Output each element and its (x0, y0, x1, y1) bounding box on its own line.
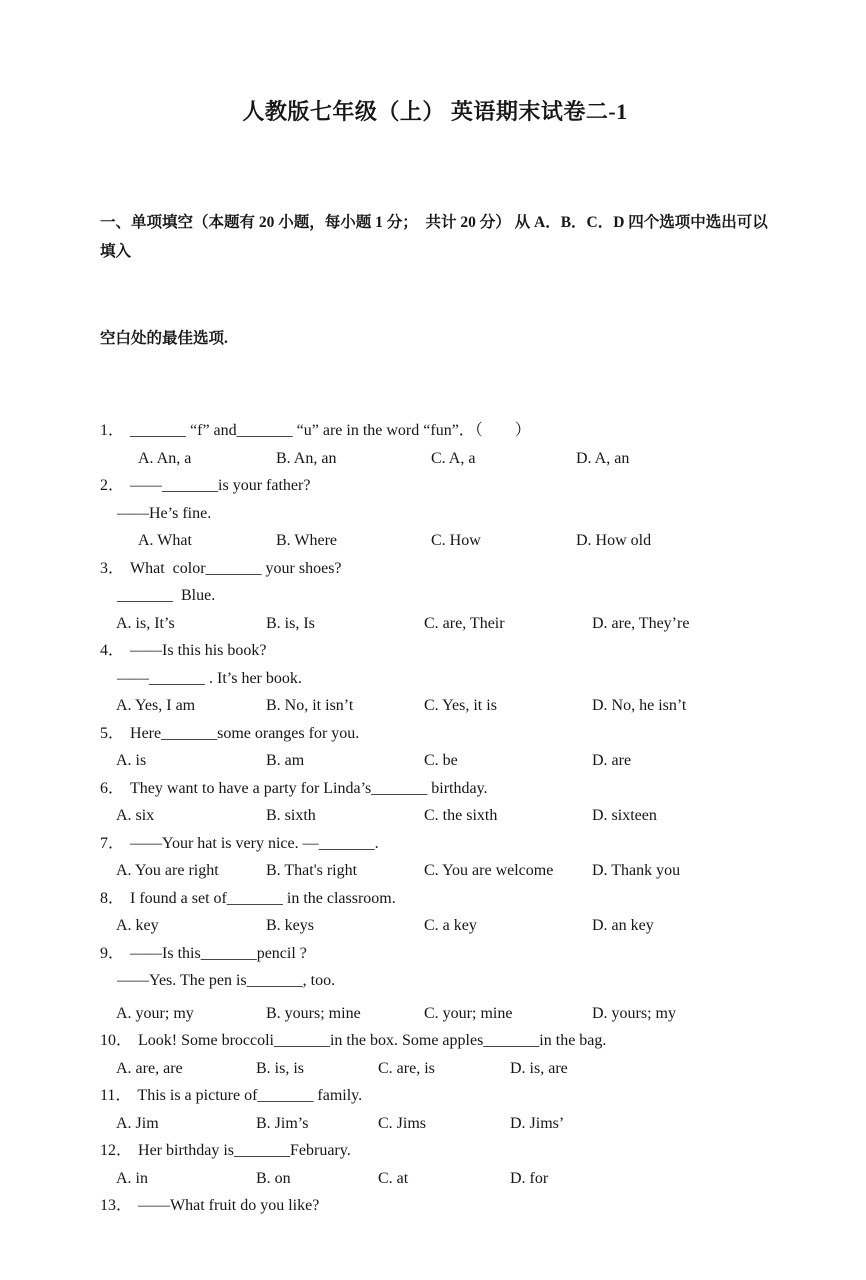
options-row (100, 1000, 770, 1028)
option-d: D. Jims’ (510, 1114, 565, 1132)
option-a: A. You are right (116, 862, 219, 879)
option-b: B. is, Is (266, 614, 315, 632)
option-a: A. Yes, I am (116, 697, 196, 714)
question-text: They want to have a party for Linda’s_______ birthday. (130, 779, 488, 797)
option-a: A. six (116, 807, 155, 824)
option-d: D. A, an (576, 449, 630, 467)
option-b: B. is, is (256, 1059, 305, 1077)
option-b: B. on (256, 1169, 291, 1187)
option-d: D. yours; my (592, 1004, 676, 1022)
option-c: C. at (378, 1169, 409, 1187)
question-stem (100, 637, 770, 665)
question-block-6 (100, 775, 770, 830)
question-number: 9． (100, 944, 125, 962)
question-number: 4． (100, 642, 125, 659)
option-d: D. No, he isn’t (592, 697, 687, 714)
option-a: A. Jim (116, 1114, 159, 1132)
options-row (100, 527, 770, 555)
question-stem (100, 417, 770, 445)
option-b: B. am (266, 752, 305, 769)
question-block-13 (100, 1192, 770, 1220)
question-block-10 (100, 1027, 770, 1082)
question-stem (100, 775, 770, 803)
option-b: B. That's right (266, 862, 358, 879)
question-text: ——_______is your father? (130, 477, 311, 494)
option-b: B. keys (266, 917, 314, 934)
question-stem (100, 1082, 770, 1110)
options-row (100, 912, 770, 940)
option-c: C. You are welcome (424, 862, 554, 879)
option-a: A. your; my (116, 1004, 194, 1022)
question-text: ——Is this his book? (130, 642, 267, 659)
option-c: C. are, is (378, 1059, 435, 1077)
question-block-5 (100, 720, 770, 775)
options-row (100, 802, 770, 830)
option-c: C. your; mine (424, 1004, 513, 1022)
question-block-1 (100, 417, 770, 472)
question-stem (100, 1137, 770, 1165)
section-heading (100, 150, 770, 411)
option-d: D. are, They’re (592, 614, 690, 632)
option-a: A. is (116, 752, 147, 769)
question-block-7 (100, 830, 770, 885)
question-number: 11． (100, 1087, 132, 1104)
question-reply: ——He’s fine. (117, 504, 212, 522)
options-row (100, 445, 770, 473)
question-number: 12． (100, 1142, 133, 1159)
question-number: 1． (100, 422, 125, 439)
question-number: 10． (100, 1032, 133, 1049)
option-c: C. are, Their (424, 614, 505, 632)
question-stem (100, 720, 770, 748)
options-row (100, 692, 770, 720)
question-block-2 (100, 472, 770, 555)
options-row (100, 1165, 770, 1193)
question-text: This is a picture of_______ family. (137, 1087, 363, 1104)
question-number: 2． (100, 477, 125, 494)
question-stem (100, 940, 770, 968)
question-text: What color_______ your shoes? (130, 559, 342, 577)
option-d: D. is, are (510, 1059, 568, 1077)
option-a: A. are, are (116, 1059, 183, 1077)
options-row (100, 747, 770, 775)
option-d: D. an key (592, 917, 654, 934)
question-stem (100, 472, 770, 500)
question-number: 5． (100, 724, 125, 742)
question-text: Here_______some oranges for you. (130, 724, 360, 742)
option-b: B. yours; mine (266, 1004, 361, 1022)
question-block-9 (100, 940, 770, 1028)
options-row (100, 1110, 770, 1138)
question-block-4 (100, 637, 770, 720)
options-row (100, 610, 770, 638)
option-c: C. Jims (378, 1114, 427, 1132)
option-a: A. An, a (138, 449, 192, 467)
option-a: A. is, It’s (116, 614, 175, 632)
question-text: Look! Some broccoli_______in the box. Some apples_______in the bag. (138, 1032, 607, 1049)
question-text: _______ “f” and_______ “u” are in the word “fun”．（ ） (130, 422, 531, 439)
option-d: D. are (592, 752, 632, 769)
option-c: C. How (431, 532, 481, 549)
option-a: A. What (138, 532, 192, 549)
option-b: B. Jim’s (256, 1114, 309, 1132)
option-c: C. the sixth (424, 807, 498, 824)
option-b: B. No, it isn’t (266, 697, 354, 714)
option-c: C. Yes, it is (424, 697, 497, 714)
option-b: B. An, an (276, 449, 337, 467)
option-d: D. for (510, 1169, 549, 1187)
question-stem (100, 1192, 770, 1220)
question-text: I found a set of_______ in the classroom. (130, 889, 396, 907)
question-block-8 (100, 885, 770, 940)
option-d: D. Thank you (592, 862, 681, 879)
option-c: C. A, a (431, 449, 476, 467)
question-block-11 (100, 1082, 770, 1137)
option-b: B. Where (276, 532, 338, 549)
question-number: 6． (100, 779, 125, 797)
question-reply: ——Yes. The pen is_______, too. (117, 972, 336, 989)
option-d: D. How old (576, 532, 652, 549)
options-row (100, 1055, 770, 1083)
question-text: ——What fruit do you like? (138, 1197, 320, 1214)
question-text: ——Your hat is very nice. —_______. (130, 834, 379, 852)
question-reply: _______ Blue. (117, 587, 216, 604)
question-stem (100, 885, 770, 913)
section-heading-line1: 一、单项填空（本题有 20 小题，每小题 1 分； 共计 20 分） 从 A．B．C．D 四个选项中选出可以填入 (100, 214, 768, 260)
question-reply: ——_______ . It’s her book. (117, 669, 302, 687)
page-title: 人教版七年级（上） 英语期末试卷二-1 (242, 99, 628, 124)
option-a: A. in (116, 1169, 148, 1187)
section-heading-line2: 空白处的最佳选项. (100, 330, 228, 347)
question-block-3 (100, 555, 770, 638)
option-c: C. be (424, 752, 458, 769)
question-stem (100, 555, 770, 583)
question-text: ——Is this_______pencil ? (130, 944, 307, 962)
option-b: B. sixth (266, 807, 316, 824)
option-c: C. a key (424, 917, 477, 934)
question-stem (100, 1027, 770, 1055)
question-stem (100, 830, 770, 858)
option-a: A. key (116, 917, 159, 934)
question-block-12 (100, 1137, 770, 1192)
options-row (100, 857, 770, 885)
question-number: 8． (100, 889, 125, 907)
option-d: D. sixteen (592, 807, 657, 824)
question-number: 13． (100, 1197, 133, 1214)
question-number: 3． (100, 559, 125, 577)
question-number: 7． (100, 834, 125, 852)
question-text: Her birthday is_______February. (138, 1142, 351, 1159)
